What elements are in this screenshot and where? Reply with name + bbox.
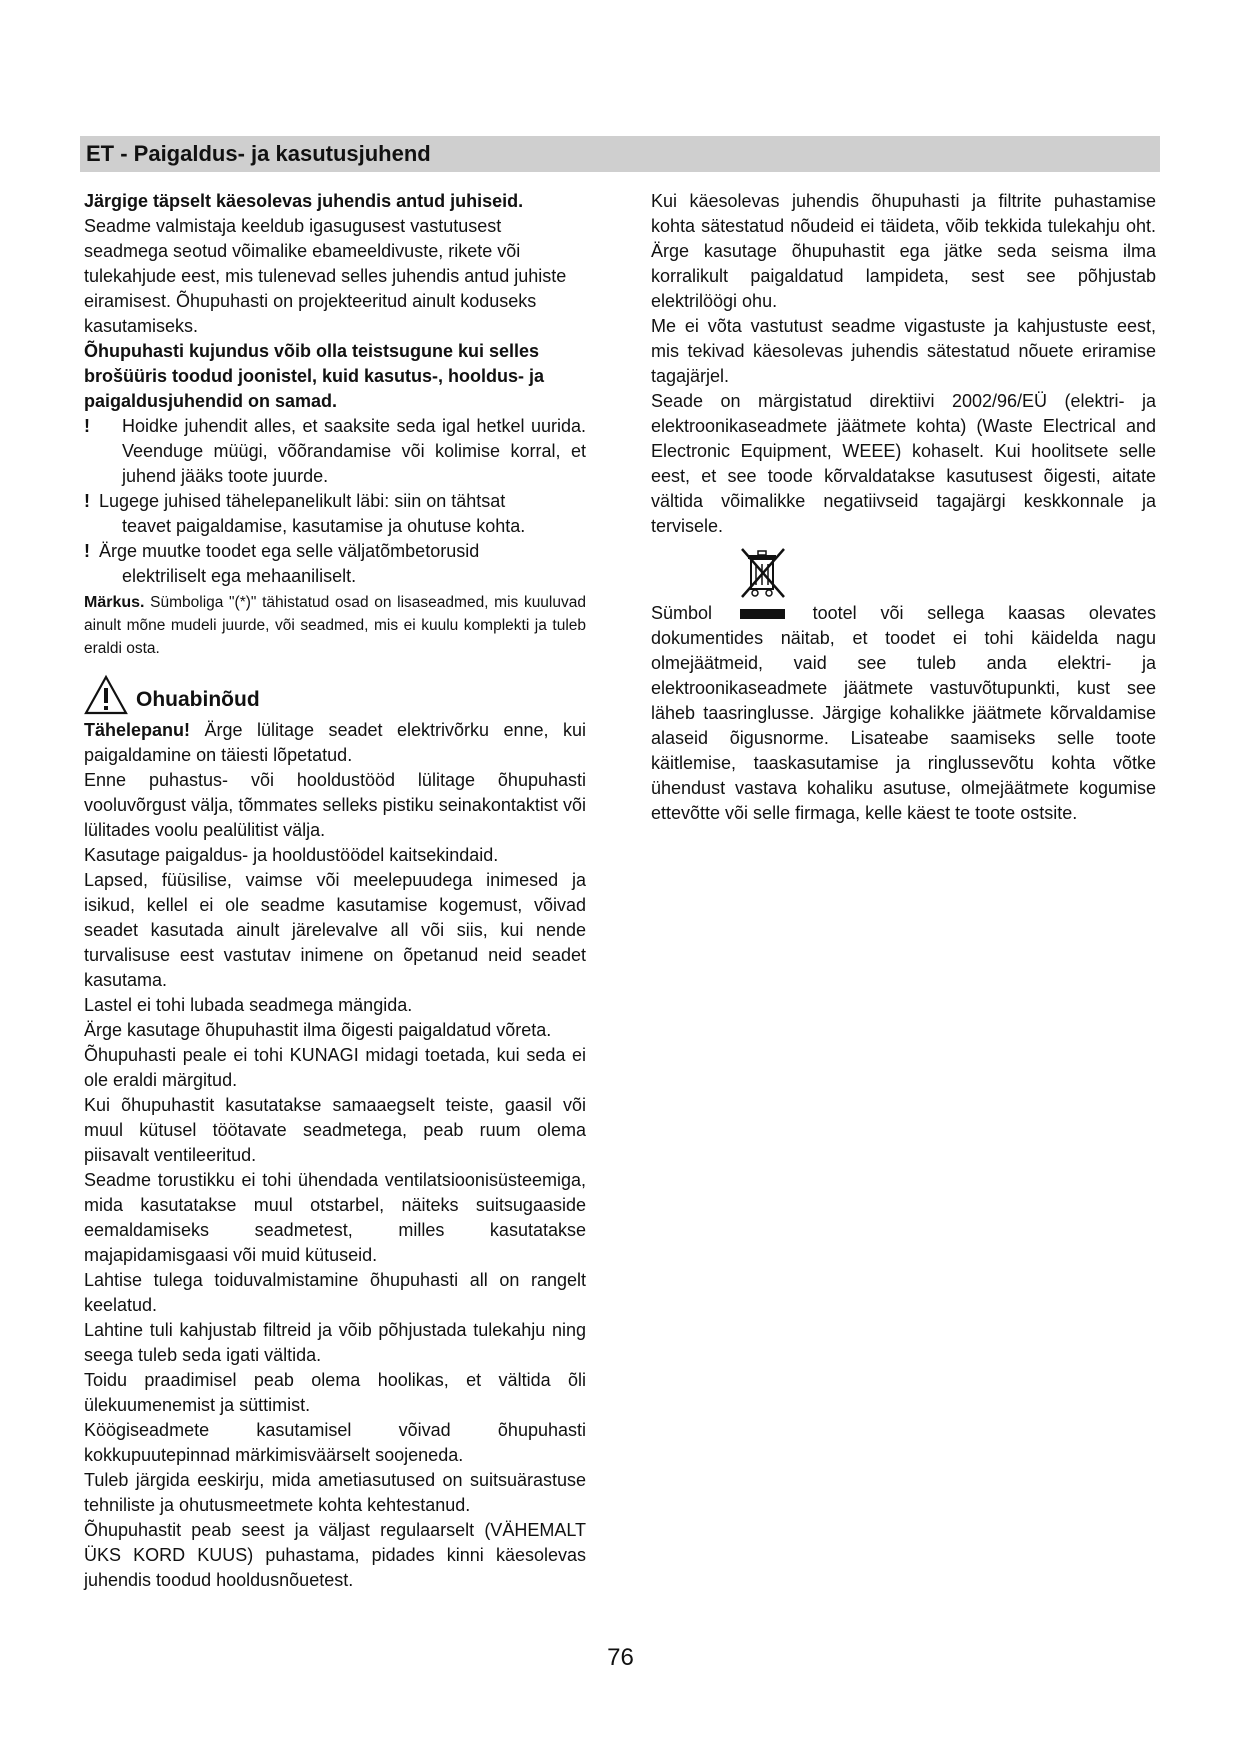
- bullet-continuation: teavet paigaldamise, kasutamise ja ohutuse kohta.: [122, 516, 526, 536]
- paragraph: Lahtise tulega toiduvalmistamine õhupuhasti all on rangelt keelatud.: [84, 1270, 586, 1315]
- paragraph: Kasutage paigaldus- ja hooldustöödel kaitsekindaid.: [84, 845, 499, 865]
- bullet-first-line: Lugege juhised tähelepanelikult läbi: siin on tähtsat: [99, 491, 506, 511]
- exclamation-icon: !: [84, 416, 90, 436]
- bullet-item: [84, 414, 586, 489]
- paragraph: Seadme torustikku ei tohi ühendada ventilatsioonisüsteemiga, mida kasutatakse muul otstarbel, näiteks suitsugaaside eemaldamiseks seadmetest, milles kasutatakse majapidamisgaasi või muid kütuseid.: [84, 1170, 586, 1265]
- symbol-text: tootel või sellega kaasas olevates dokumentides näitab, et toodet ei tohi käidelda nagu olmejäätmeid, vaid see tuleb anda elektri- ja elektroonikaseadmete jäätmete vastuvõtupunkti, kust see läheb taasringlusse. Järgige kohalikke jäätmete kõrvaldamise alaseid õigusnorme. Lisateabe saamiseks selle toote käitlemise, taaskasutamise ja ringlussevõtu kohta võtke ühendust vastava kohaliku asutuse, olmejäätmete kogumise ettevõtte või selle firmaga, kelle käest te toote ostsite.: [651, 603, 1156, 823]
- symbol-word: Sümbol: [651, 603, 713, 623]
- intro-text: Seadme valmistaja keeldub igasugusest vastutusest seadmega seotud võimalike ebameeldivuste, rikete või tulekahjude eest, mis tulenevad selles juhendis antud juhiste eiramisest. Õhupuhasti on projekteeritud ainult koduseks kasutamiseks.: [84, 216, 567, 336]
- note-text: Sümboliga "(*)" tähistatud osad on lisaseadmed, mis kuuluvad ainult mõne mudeli juurde, või seadmed, mis ei kuulu komplekti ja tuleb eraldi osta.: [84, 594, 586, 657]
- paragraph: Lastel ei tohi lubada seadmega mängida.: [84, 995, 413, 1015]
- page-header: [80, 136, 1160, 172]
- paragraph: Toidu praadimisel peab olema hoolikas, et vältida õli ülekuumenemist ja süttimist.: [84, 1370, 586, 1415]
- bullet-item: [84, 539, 586, 589]
- bullet-item: [84, 489, 586, 539]
- paragraph: Seade on märgistatud direktiivi 2002/96/EÜ (elektri- ja elektroonikaseadmete jäätmete kohta) (Waste Electrical and Electronic Equipment, WEEE) kohaselt. Kui hoolitsete selle eest, et see toode kõrvaldatakse kasutusest õigesti, aitate vältida võimalikke negatiivseid tagajärgi keskkonnale ja tervisele.: [651, 391, 1156, 536]
- attention-text: Ärge lülitage seadet elektrivõrku enne, kui paigaldamine on täiesti lõpetatud.: [84, 720, 586, 765]
- crossed-out-bin-icon: [739, 545, 787, 601]
- warning-heading: [84, 674, 586, 716]
- paragraph: Enne puhastus- või hooldustööd lülitage õhupuhasti vooluvõrgust välja, tõmmates selleks pistiku seinakontaktist või lülitades voolu pealülitist välja.: [84, 770, 586, 840]
- design-note: Õhupuhasti kujundus võib olla teistsugune kui selles brošüüris toodud joonistel, kuid kasutus-, hooldus- ja paigaldusjuhendid on samad.: [84, 341, 545, 411]
- paragraph: Ärge kasutage õhupuhastit ilma õigesti paigaldatud võreta.: [84, 1020, 552, 1040]
- paragraph: Õhupuhasti peale ei tohi KUNAGI midagi toetada, kui seda ei ole eraldi märgitud.: [84, 1045, 586, 1090]
- note-label: Märkus.: [84, 594, 145, 611]
- bullet-continuation: elektriliselt ega mehaaniliselt.: [122, 566, 357, 586]
- right-column: [651, 189, 1156, 826]
- bullet-first-line: Ärge muutke toodet ega selle väljatõmbetorusid: [99, 541, 480, 561]
- bullet-text: Hoidke juhendit alles, et saaksite seda igal hetkel uurida. Veenduge müügi, võõrandamise või kolimise korral, et juhend jääks toote juurde.: [122, 416, 586, 486]
- exclamation-icon: !: [84, 541, 90, 561]
- paragraph: Me ei võta vastutust seadme vigastuste ja kahjustuste eest, mis tekivad käesolevas juhendis sätestatud nõuete eriramise tagajärjel.: [651, 316, 1156, 386]
- paragraph: Kui õhupuhastit kasutatakse samaaegselt teiste, gaasil või muul kütusel töötavate seadmetega, peab ruum olema piisavalt ventileeritud.: [84, 1095, 586, 1165]
- weee-symbol-area: [651, 539, 1156, 639]
- bullet-text: [99, 489, 586, 539]
- paragraph: Õhupuhastit peab seest ja väljast regulaarselt (VÄHEMALT ÜKS KORD KUUS) puhastama, pidades kinni käesolevas juhendis toodud hooldusnõuetest.: [84, 1520, 586, 1590]
- warning-title: Ohuabinõud: [136, 688, 260, 711]
- attention-paragraph: [84, 718, 586, 768]
- attention-label: Tähelepanu!: [84, 720, 191, 740]
- header-title: ET - Paigaldus- ja kasutusjuhend: [86, 141, 431, 166]
- paragraph: Tuleb järgida eeskirju, mida ametiasutused on suitsuärastuse tehniliste ja ohutusmeetmete kohta kehtestanud.: [84, 1470, 586, 1515]
- note: [84, 591, 586, 660]
- exclamation-icon: !: [84, 491, 90, 511]
- page-number: 76: [607, 1644, 634, 1671]
- paragraph: Lahtine tuli kahjustab filtreid ja võib põhjustada tulekahju ning seega tuleb seda igati vältida.: [84, 1320, 586, 1365]
- warning-triangle-icon: [84, 674, 128, 716]
- paragraph: Kui käesolevas juhendis õhupuhasti ja filtrite puhastamise kohta sätestatud nõudeid ei täideta, võib tekkida tulekahju oht. Ärge kasutage õhupuhastit ega jätke seda seisma ilma korralikult paigaldatud lampideta, sest see põhjustab elektrilöögi ohu.: [651, 191, 1156, 311]
- intro-heading: Järgige täpselt käesolevas juhendis antud juhiseid.: [84, 191, 524, 211]
- paragraph: Lapsed, füüsilise, vaimse või meelepuudega inimesed ja isikud, kellel ei ole seadme kasutamise kogemust, võivad seadet kasutada ainult järelevalve all või siis, kui nende turvalisuse eest vastutav inimene on õpetanud neid seadet kasutama.: [84, 870, 586, 990]
- bullet-text: [99, 539, 586, 589]
- paragraph: Köögiseadmete kasutamisel võivad õhupuhasti kokkupuutepinnad märkimisväärselt soojeneda.: [84, 1420, 586, 1465]
- left-column: [84, 189, 586, 1593]
